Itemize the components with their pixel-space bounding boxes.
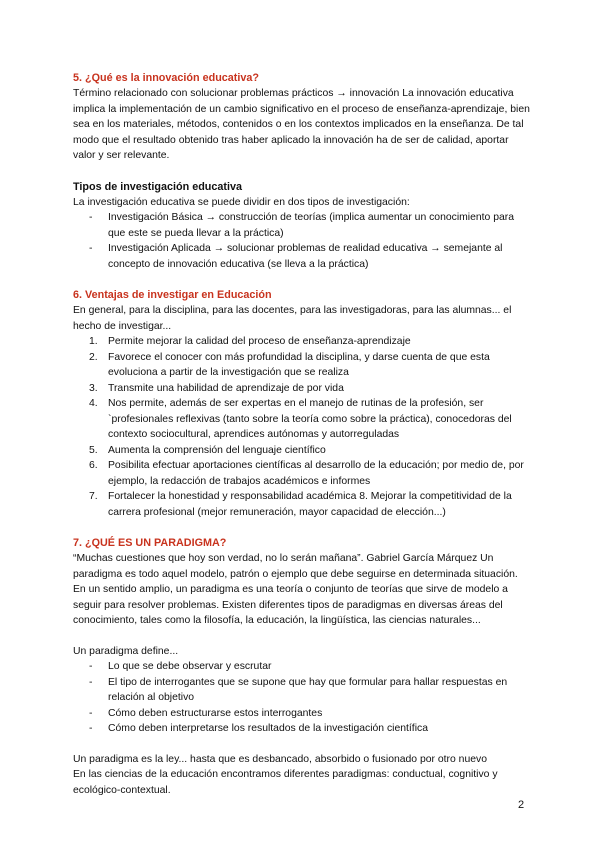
list-item <box>73 443 533 459</box>
list-item <box>73 396 533 443</box>
item-text: Favorece el conocer con más profundidad la disciplina, y darse cuenta de que esta evoluciona a partir de la investigación que se realiza <box>108 351 490 378</box>
list-item <box>73 381 533 397</box>
list-item: - El tipo de interrogantes que se supone que hay que formular para hallar respuestas en relación al objetivo <box>73 675 533 706</box>
item-number: 3. <box>89 382 98 394</box>
list-item <box>73 489 533 520</box>
define-list <box>73 659 533 737</box>
closing-paragraph-2: En las ciencias de la educación encontramos diferentes paradigmas: conductual, cognitivo y ecológico-contextual. <box>73 769 498 796</box>
list-item <box>73 334 533 350</box>
section-6-intro: En general, para la disciplina, para las docentes, para las investigadoras, para las alumnas... el hecho de investigar... <box>73 305 512 332</box>
item-text: Aumenta la comprensión del lenguaje científico <box>108 444 326 456</box>
list-item: - Investigación Aplicada → solucionar problemas de realidad educativa → semejante al concepto de innovación educativa (se lleva a la práctica) <box>73 241 533 272</box>
list-item <box>73 350 533 381</box>
page-number: 2 <box>518 799 525 811</box>
ventajas-list <box>73 334 533 520</box>
item-text: Fortalecer la honestidad y responsabilidad académica 8. Mejorar la competitividad de la carrera profesional (mejor remuneración, mayor capacidad de elección...) <box>108 491 512 518</box>
closing-paragraph-1: Un paradigma es la ley... hasta que es desbancado, absorbido o fusionado por otro nuevo <box>73 753 487 765</box>
list-item: - Investigación Básica → construcción de teorías (implica aumentar un conocimiento para que este se pueda llevar a la práctica) <box>73 210 533 241</box>
tipos-list <box>73 210 533 272</box>
list-item: - Cómo deben estructurarse estos interrogantes <box>73 706 533 722</box>
item-number: 7. <box>89 491 98 502</box>
list-item <box>73 458 533 489</box>
tipos-intro: La investigación educativa se puede dividir en dos tipos de investigación: <box>73 196 410 208</box>
item-number: 5. <box>89 444 98 456</box>
list-item: - Lo que se debe observar y escrutar <box>73 659 533 675</box>
item-text: Nos permite, además de ser expertas en el manejo de rutinas de la profesión, ser `profesionales reflexivas (tanto sobre la teoría como sobre la práctica), conocedoras del contexto sociocultural, aprendices autónomas y autorreguladas <box>108 398 512 440</box>
item-number: 6. <box>89 460 98 471</box>
document-page <box>73 70 533 798</box>
item-text: Permite mejorar la calidad del proceso de enseñanza-aprendizaje <box>108 336 411 347</box>
section-6-heading: 6. Ventajas de investigar en Educación <box>73 289 272 301</box>
list-item: - Cómo deben interpretarse los resultados de la investigación científica <box>73 721 533 737</box>
item-text: Transmite una habilidad de aprendizaje de por vida <box>108 382 344 394</box>
item-text: Posibilita efectuar aportaciones científicas al desarrollo de la educación; por medio de, por ejemplo, la redacción de trabajos académicos e informes <box>108 460 524 487</box>
section-7-body: “Muchas cuestiones que hoy son verdad, no lo serán mañana”. Gabriel García Márquez Un paradigma es todo aquel modelo, patrón o ejemplo que debe seguirse en determinada situación. En un sentido amplio, un paradigma es una teoría o conjunto de teorías que sirve de modelo a seguir para resolver problemas. Existen diferentes tipos de paradigmas en diversas áreas del conocimiento, tales como la filosofía, la educación, la lingüística, las ciencias naturales... <box>73 553 518 626</box>
item-number: 1. <box>89 336 98 347</box>
section-7-heading: 7. ¿QUÉ ES UN PARADIGMA? <box>73 537 227 549</box>
section-5-body: Término relacionado con solucionar problemas prácticos → innovación La innovación educativa implica la implementación de un cambio significativo en el proceso de enseñanza-aprendizaje, bien sea en los materiales, métodos, contenidos o en los contextos implicados en la enseñanza. De tal modo que el resultado obtenido tras haber aplicado la innovación ha de ser de calidad, aportar valor y ser relevante. <box>73 88 530 161</box>
item-number: 2. <box>89 351 98 363</box>
define-intro: Un paradigma define... <box>73 645 179 657</box>
item-number: 4. <box>89 398 98 409</box>
section-5-heading: 5. ¿Qué es la innovación educativa? <box>73 72 260 84</box>
tipos-heading: Tipos de investigación educativa <box>73 180 243 193</box>
